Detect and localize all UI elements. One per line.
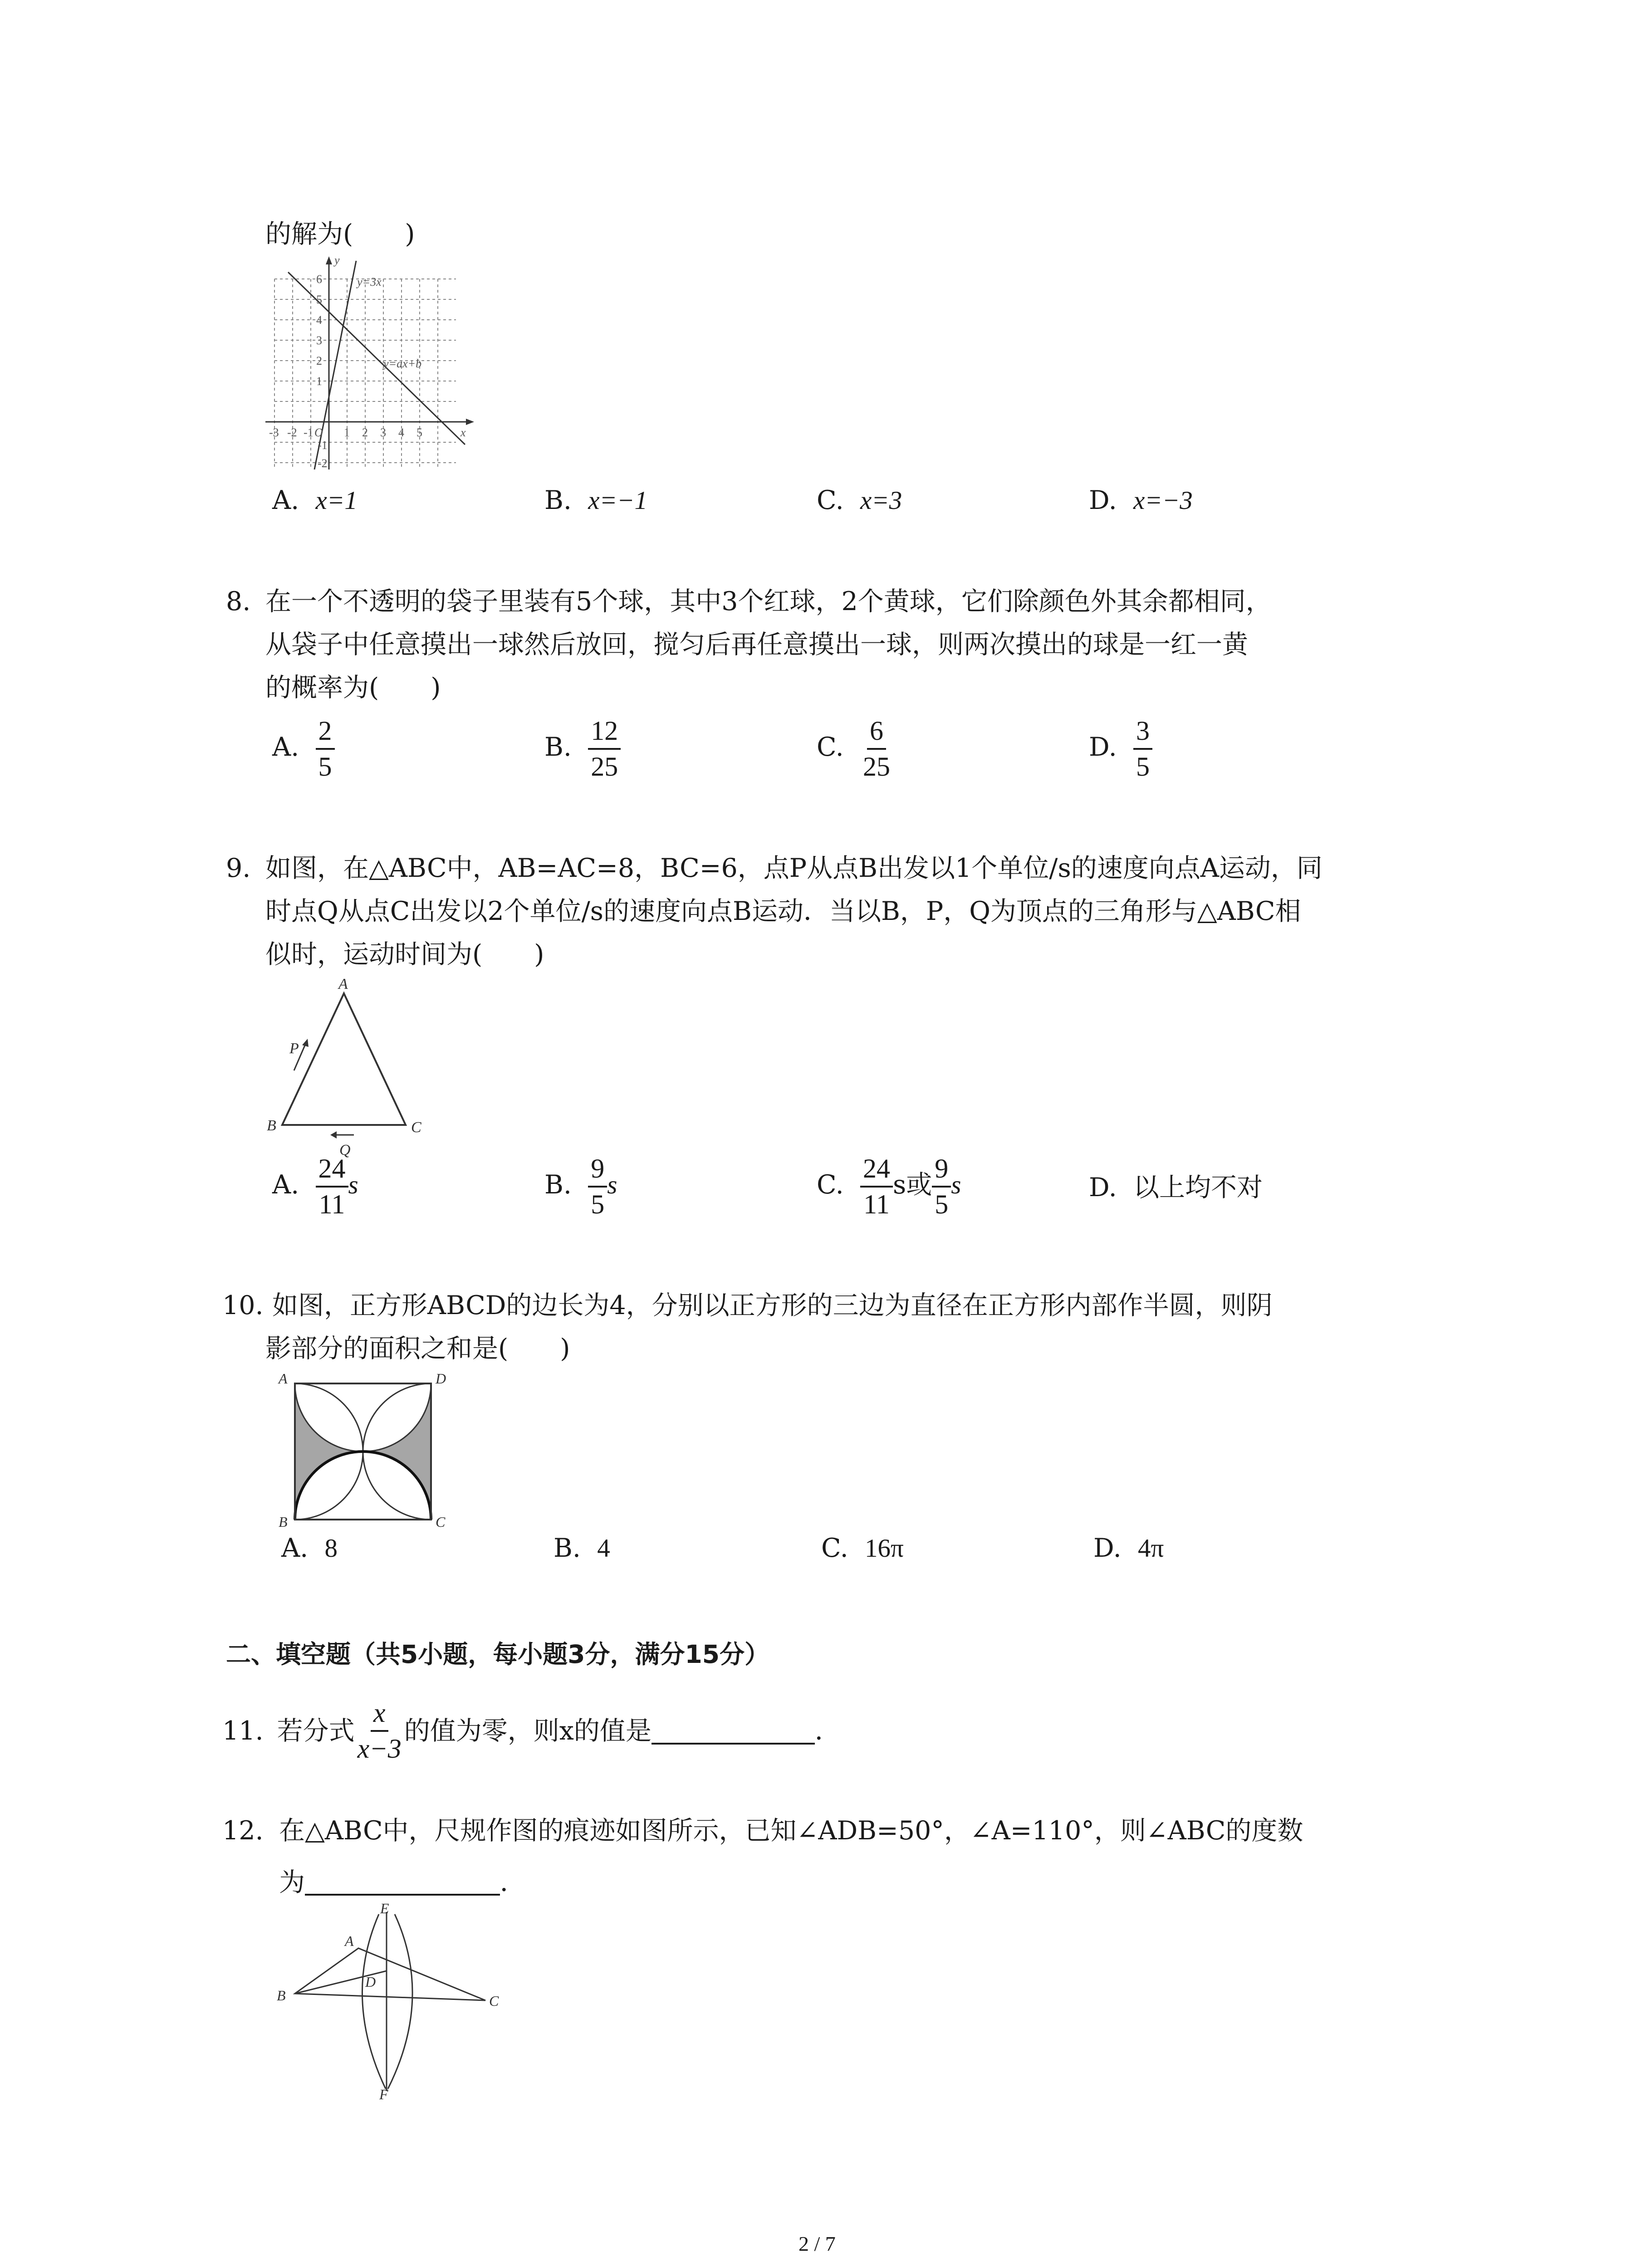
q12-label-f: F	[379, 2086, 388, 2100]
q7-y-ticks	[316, 273, 328, 470]
q10-option-a[interactable]: A. 8	[281, 1533, 338, 1563]
svg-text:1: 1	[316, 375, 322, 388]
q7-option-d[interactable]: D. x=−3	[1089, 485, 1193, 515]
svg-text:2: 2	[316, 354, 322, 367]
q8-number: 8.	[226, 587, 251, 616]
q9-label-b: B	[267, 1117, 276, 1134]
q10-option-b[interactable]: B. 4	[554, 1533, 610, 1563]
svg-text:-2: -2	[287, 426, 297, 439]
q9-label-c: C	[411, 1119, 421, 1136]
q12-arc-right	[388, 1914, 412, 2089]
q10-square-figure	[272, 1370, 454, 1533]
q10-line2: 影部分的面积之和是( )	[265, 1334, 570, 1364]
svg-text:4: 4	[398, 426, 404, 439]
q11-pre: 若分式	[277, 1716, 355, 1746]
section-2-heading: 二、填空题（共5小题，每小题3分，满分15分）	[226, 1640, 770, 1669]
q7-x-ticks	[269, 426, 422, 439]
q11-number: 11.	[222, 1716, 264, 1746]
q9-label-a: A	[338, 976, 348, 992]
q7-option-c[interactable]: C. x=3	[817, 485, 902, 515]
q9-label-p: P	[289, 1040, 299, 1057]
svg-text:-1: -1	[318, 439, 328, 452]
q8-line1: 在一个不透明的袋子里装有5个球，其中3个红球，2个黄球，它们除颜色外其余都相同，	[265, 587, 1272, 616]
q10-number: 10.	[222, 1290, 264, 1320]
q12-number: 12.	[222, 1816, 264, 1846]
q7-origin-label: O	[314, 426, 323, 439]
q9-label-q: Q	[339, 1142, 351, 1158]
q9-option-c-fraction-1: $\frac{24}{11}$	[860, 1154, 893, 1219]
q12-line1: 在△ABC中，尺规作图的痕迹如图所示，已知∠ADB=50°，∠A=110°，则∠ABC的度数	[279, 1816, 1303, 1846]
q11-answer-blank[interactable]	[652, 1718, 815, 1745]
q8-option-b[interactable]: B. $\frac{12}{25}$	[544, 717, 621, 781]
svg-text:3: 3	[316, 334, 322, 347]
svg-text:2: 2	[362, 426, 368, 439]
page-number: 2 / 7	[798, 2232, 836, 2255]
q10-label-c: C	[436, 1514, 446, 1530]
q7-stem-tail: 的解为( )	[265, 219, 415, 249]
q12-label-a: A	[345, 1933, 354, 1949]
q9-line3: 似时，运动时间为( )	[265, 939, 544, 969]
q9-option-b-fraction: $\frac{9}{5}$	[588, 1154, 607, 1219]
q11-row	[222, 1699, 841, 1763]
q8-option-c-fraction: $\frac{6}{25}$	[862, 716, 890, 782]
q12-arc-left	[362, 1914, 386, 2089]
q10-label-a: A	[279, 1370, 288, 1387]
svg-text:5: 5	[316, 293, 322, 306]
q9-number: 9.	[226, 853, 251, 883]
q9-option-d[interactable]: D. 以上均不对	[1089, 1173, 1263, 1202]
q7-line-axb	[288, 272, 465, 445]
q8-option-a[interactable]: A. $\frac{2}{5}$	[272, 717, 335, 781]
q7-option-a[interactable]: A. x=1	[272, 485, 358, 515]
q7-graph	[261, 254, 479, 472]
q10-line1: 如图，正方形ABCD的边长为4，分别以正方形的三边为直径在正方形内部作半圆，则阴	[272, 1290, 1273, 1320]
q9-option-c-fraction-2: $\frac{9}{5}$	[932, 1154, 951, 1219]
q9-option-a[interactable]: A. $\frac{24}{11}$ s	[272, 1154, 358, 1219]
q8-option-d[interactable]: D. $\frac{3}{5}$	[1089, 717, 1152, 781]
q7-y-label: y	[334, 254, 340, 267]
q9-triangle-figure	[259, 975, 440, 1166]
q8-option-b-fraction: $\frac{12}{25}$	[588, 717, 621, 781]
svg-text:4: 4	[316, 313, 322, 327]
q7-x-label: x	[460, 426, 466, 439]
q12-line2: 为 ．	[279, 1867, 526, 1897]
q11-post: 的值为零，则x的值是	[404, 1716, 652, 1746]
q8-option-a-fraction: $\frac{2}{5}$	[316, 717, 335, 781]
svg-text:-3: -3	[269, 426, 279, 439]
q8-line3: 的概率为( )	[265, 673, 441, 703]
q8-option-d-fraction: $\frac{3}{5}$	[1133, 717, 1152, 781]
q12-label-d: D	[365, 1974, 376, 1990]
q12-label-e: E	[380, 1901, 389, 1916]
q9-option-b[interactable]: B. $\frac{9}{5}$ s	[544, 1154, 617, 1219]
q10-option-c[interactable]: C. 16π	[821, 1533, 904, 1563]
q9-option-c[interactable]: C. $\frac{24}{11}$ s或 $\frac{9}{5}$ s	[817, 1154, 961, 1219]
q11-end: ．	[814, 1716, 841, 1746]
q7-line1-label: y=3x	[357, 275, 382, 288]
svg-text:6: 6	[316, 273, 322, 286]
q12-label-b: B	[277, 1987, 286, 2004]
svg-text:5: 5	[416, 426, 422, 439]
q11-fraction: $\frac{x}{x-3}$	[357, 1698, 402, 1764]
q10-option-d[interactable]: D. 4π	[1093, 1533, 1164, 1563]
q12-triangle	[295, 1948, 485, 2000]
q9-option-a-fraction: $\frac{24}{11}$	[316, 1154, 348, 1219]
svg-text:-1: -1	[304, 426, 314, 439]
svg-text:1: 1	[344, 426, 350, 439]
q8-option-c[interactable]: C. $\frac{6}{25}$	[817, 717, 893, 781]
q7-option-b[interactable]: B. x=−1	[544, 485, 647, 515]
q12-answer-blank[interactable]	[305, 1869, 500, 1896]
q9-line2: 时点Q从点C出发以2个单位/s的速度向点B运动．当以B，P，Q为顶点的三角形与△ABC相	[265, 896, 1301, 926]
q12-construction-figure	[268, 1901, 504, 2100]
q9-line1: 如图，在△ABC中，AB=AC=8，BC=6，点P从点B出发以1个单位/s的速度向点A运动，同	[265, 853, 1323, 883]
q9-triangle	[282, 993, 406, 1125]
q10-label-b: B	[279, 1514, 288, 1530]
q10-label-d: D	[436, 1370, 446, 1387]
svg-text:3: 3	[380, 426, 386, 439]
svg-text:-2: -2	[318, 457, 328, 470]
q7-line2-label: y=ax+b	[383, 357, 422, 370]
q12-label-c: C	[489, 1993, 499, 2009]
q8-line2: 从袋子中任意摸出一球然后放回，搅匀后再任意摸出一球，则两次摸出的球是一红一黄	[265, 630, 1248, 660]
